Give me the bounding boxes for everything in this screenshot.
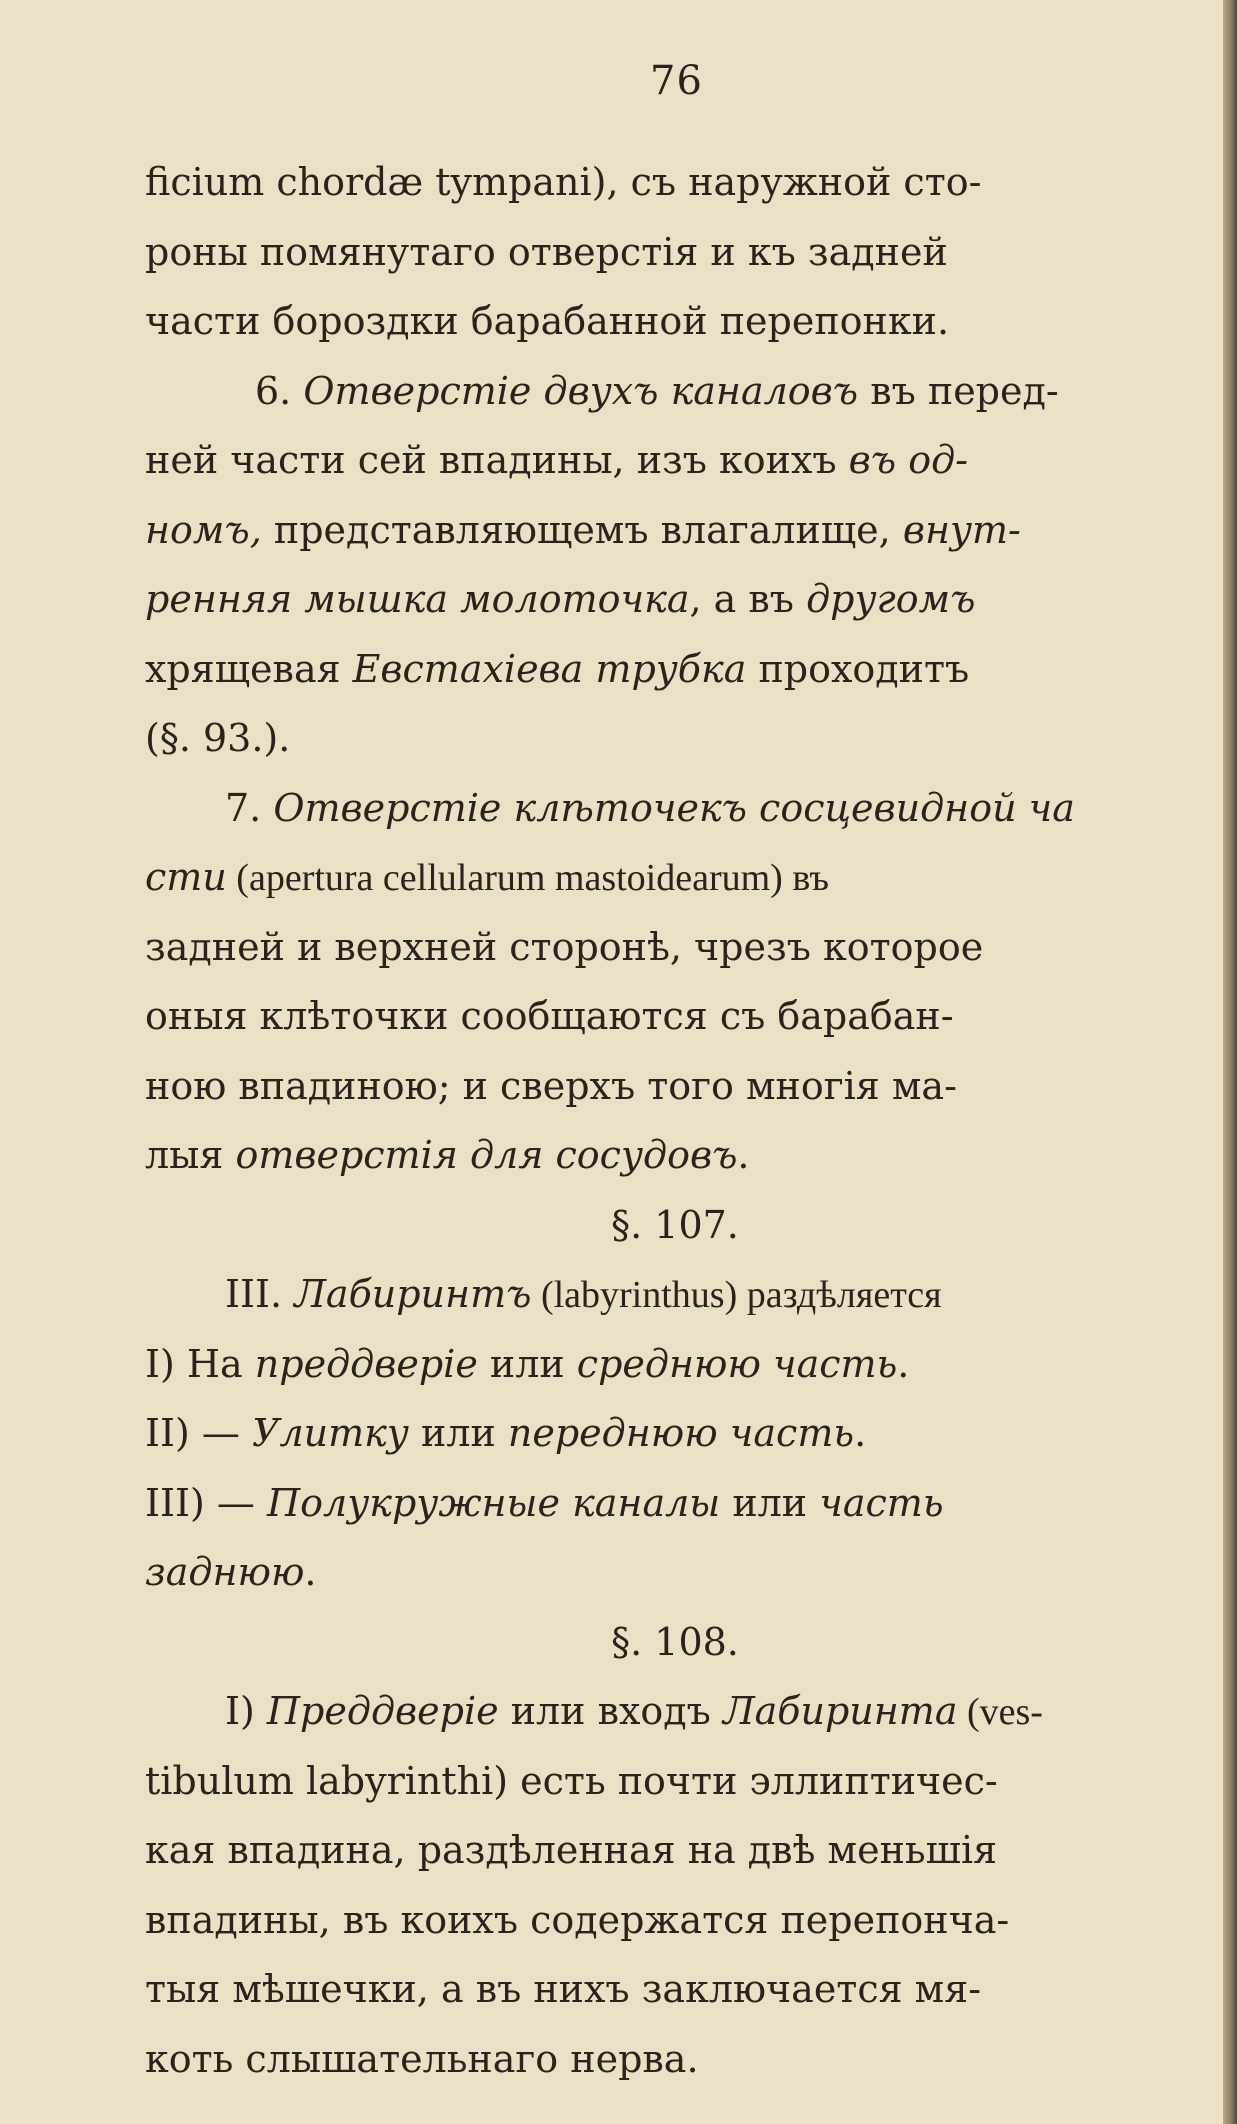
- text-line: [145, 1955, 1205, 2025]
- italic-term: сти: [145, 855, 227, 899]
- text-run: 7.: [225, 785, 274, 830]
- text-run: кая впадина, раздѣленная на двѣ меньшія: [145, 1828, 998, 1872]
- text-run: или: [408, 1411, 508, 1455]
- text-run: (labyrinthus) раздѣляется: [531, 1274, 942, 1316]
- italic-term: въ од-: [848, 438, 968, 482]
- text-line: [145, 774, 1205, 844]
- text-line: [145, 1121, 1205, 1191]
- text-run: (apertura cellularum mastoidearum) въ: [226, 857, 829, 899]
- text-line: [145, 426, 1205, 496]
- text-run: впадины, въ коихъ содержатся перепонча-: [145, 1897, 1010, 1942]
- text-run: роны помянутаго отверстія и къ задней: [145, 229, 948, 274]
- text-run: §. 107.: [611, 1202, 739, 1247]
- text-line: [145, 635, 1205, 705]
- text-line: [145, 1747, 1205, 1817]
- text-run: (§. 93.).: [145, 716, 291, 760]
- text-line: [145, 218, 1205, 288]
- page-text: [145, 148, 1205, 2094]
- text-run: , а въ: [689, 577, 807, 621]
- text-line: [145, 1399, 1205, 1469]
- italic-term: Улитку: [252, 1411, 409, 1455]
- italic-term: номъ,: [145, 507, 262, 552]
- text-line: [145, 1052, 1205, 1122]
- italic-term: Лабиринтъ: [294, 1272, 532, 1316]
- text-run: оныя клѣточки сообщаются съ барабан-: [145, 994, 954, 1038]
- text-run: ficium chordæ tympani), съ наружной сто-: [145, 160, 982, 204]
- italic-term: часть: [819, 1480, 944, 1525]
- text-line: [145, 843, 1205, 913]
- italic-term: переднюю часть: [507, 1411, 855, 1455]
- text-run: ней части сей впадины, изъ коихъ: [145, 438, 849, 482]
- text-run: или: [720, 1480, 820, 1525]
- text-line: [145, 1677, 1205, 1747]
- text-line: [145, 148, 1205, 218]
- italic-term: Преддверіе: [266, 1689, 499, 1733]
- italic-term: отверстія для сосудовъ: [235, 1133, 738, 1177]
- text-run: представляющемъ влагалище,: [261, 507, 903, 552]
- italic-term: Евстахіева трубка: [352, 646, 747, 691]
- text-run: I): [225, 1689, 267, 1733]
- text-run: въ перед-: [858, 368, 1059, 413]
- text-line: [145, 913, 1205, 983]
- italic-term: преддверіе: [254, 1341, 478, 1386]
- text-line: [145, 1538, 1205, 1608]
- text-run: .: [897, 1341, 910, 1386]
- text-run: (ves-: [957, 1691, 1043, 1733]
- text-run: лыя: [145, 1133, 236, 1177]
- text-line: [145, 982, 1205, 1052]
- page-number: 76: [650, 58, 703, 104]
- text-run: II) —: [145, 1411, 253, 1455]
- text-run: §. 108.: [611, 1619, 739, 1664]
- italic-term: Отверстіе клѣточекъ сосцевидной ча: [273, 785, 1075, 830]
- text-run: проходитъ: [746, 646, 970, 691]
- italic-term: Отверстіе двухъ каналовъ: [303, 368, 859, 413]
- text-line: [145, 704, 1205, 774]
- text-run: части бороздки барабанной перепонки.: [145, 299, 950, 343]
- text-run: 6.: [255, 368, 304, 413]
- text-line: [145, 1816, 1205, 1886]
- text-run: .: [854, 1411, 867, 1455]
- italic-term: другомъ: [806, 577, 976, 621]
- text-run: или: [477, 1341, 577, 1386]
- section-heading: [145, 1608, 1205, 1678]
- text-run: ною впадиною; и сверхъ того многія ма-: [145, 1063, 957, 1108]
- text-run: задней и верхней сторонѣ, чрезъ которое: [145, 924, 984, 969]
- text-run: .: [737, 1133, 750, 1177]
- italic-term: внут-: [902, 507, 1021, 552]
- page-edge-shadow: [1223, 0, 1237, 2124]
- text-run: или входъ: [498, 1689, 723, 1733]
- italic-term: Лабиринта: [722, 1689, 958, 1733]
- text-run: III) —: [145, 1480, 268, 1525]
- text-run: .: [304, 1550, 317, 1594]
- text-line: [145, 1469, 1205, 1539]
- text-line: [145, 565, 1205, 635]
- italic-term: заднюю: [145, 1550, 305, 1594]
- section-heading: [145, 1191, 1205, 1261]
- text-line: [145, 1330, 1205, 1400]
- text-line: [145, 1886, 1205, 1956]
- text-run: хрящевая: [145, 646, 353, 691]
- text-line: [145, 2025, 1205, 2095]
- text-line: [145, 287, 1205, 357]
- italic-term: Полукружные каналы: [267, 1480, 721, 1525]
- text-run: I) На: [145, 1341, 255, 1386]
- text-run: tibulum labyrinthi) есть почти эллиптичес-: [145, 1758, 998, 1803]
- text-run: III.: [225, 1272, 295, 1316]
- text-line: [145, 1260, 1205, 1330]
- text-run: тыя мѣшечки, а въ нихъ заключается мя-: [145, 1967, 982, 2011]
- text-line: [145, 496, 1205, 566]
- text-line: [145, 357, 1205, 427]
- text-run: коть слышательнаго нерва.: [145, 2036, 699, 2081]
- italic-term: ренняя мышка молоточка: [145, 577, 690, 621]
- italic-term: среднюю часть: [576, 1341, 898, 1386]
